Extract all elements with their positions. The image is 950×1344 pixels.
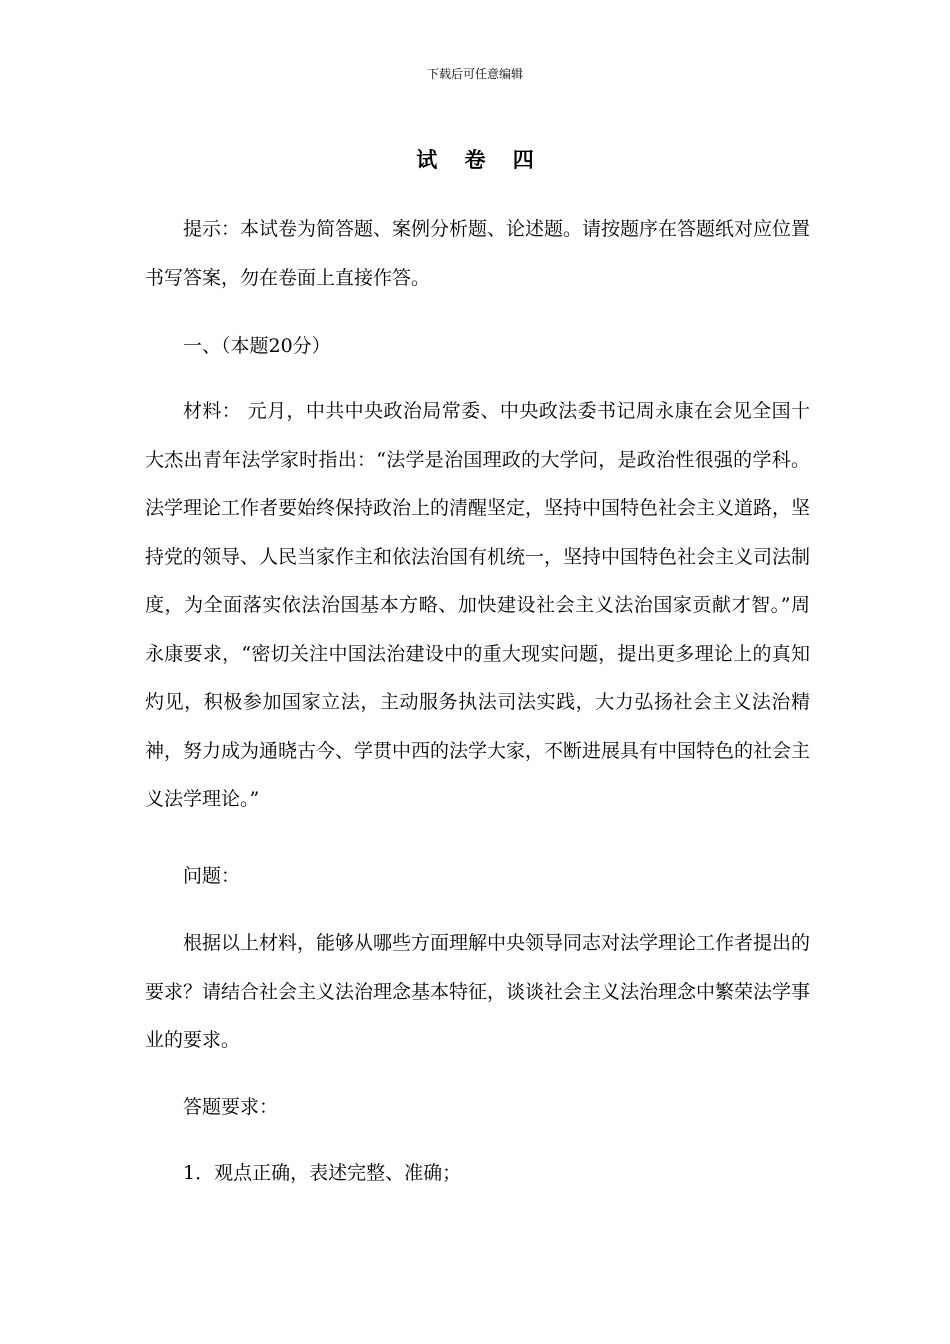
hint-paragraph: 提示：本试卷为简答题、案例分析题、论述题。请按题序在答题纸对应位置书写答案，勿在卷面上直接作答。	[145, 218, 811, 289]
material-paragraph: 材料： 元月，中共中央政治局常委、中央政法委书记周永康在会见全国十大杰出青年法学家时指出：“法学是治国理政的大学问，是政治性很强的学科。法学理论工作者要始终保持政治上的清醒坚定，坚持中国特色社会主义道路，坚持党的领导、人民当家作主和依法治国有机统一，坚持中国特色社会主义司法制度，为全面落实依法治国基本方略、加快建设社会主义法治国家贡献才智。”周永康要求，“密切关注中国法治建设中的重大现实问题，提出更多理论上的真知灼见，积极参加国家立法，主动服务执法司法实践，大力弘扬社会主义法治精神，努力成为通晓古今、学贯中西的法学大家，不断进展具有中国特色的社会主义法学理论。”	[145, 400, 811, 810]
header-note: 下载后可任意编辑	[426, 67, 523, 81]
question-paragraph: 根据以上材料，能够从哪些方面理解中央领导同志对法学理论工作者提出的要求？请结合社会主义法治理念基本特征，谈谈社会主义法治理念中繁荣法学事业的要求。	[145, 932, 811, 1051]
page-title: 试 卷 四	[416, 147, 544, 172]
section-heading: 一、（本题20分）	[183, 335, 331, 357]
requirements-label: 答题要求：	[183, 1096, 279, 1118]
requirement-item: 1．观点正确，表述完整、准确；	[183, 1162, 462, 1184]
question-label: 问题：	[183, 865, 241, 887]
